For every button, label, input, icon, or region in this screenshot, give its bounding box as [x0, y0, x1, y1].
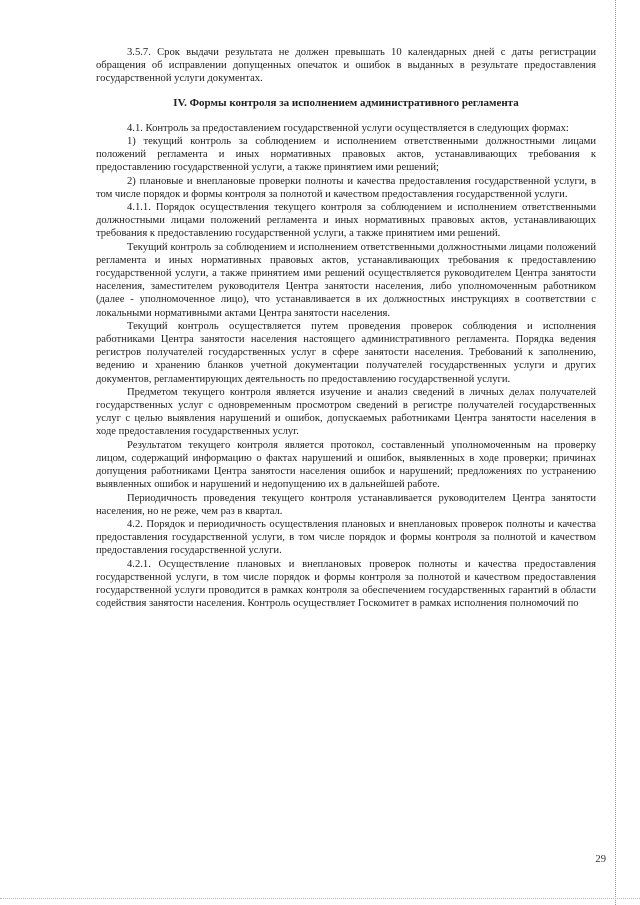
paragraph-4-1-1: 4.1.1. Порядок осуществления текущего контроля за соблюдением и исполнением ответственными должностными лицами положений регламента и иных нормативных правовых актов, устанавливающих требования к предоставлению государственной услуги, а также принятием ими решений. [96, 202, 596, 240]
scan-edge-bottom [0, 898, 640, 899]
paragraph-control-subject: Предметом текущего контроля является изучение и анализ сведений в личных делах получателей государственных услуг с одновременным просмотром сведений в регистре получателей государственных услуг с целью выявления нарушений и ошибок, допускаемых работниками Центра занятости населения в ходе предоставления государственных услуг. [96, 386, 596, 438]
section-iv-heading: IV. Формы контроля за исполнением административного регламента [173, 96, 519, 109]
list-item-current-control: 1) текущий контроль за соблюдением и исполнением ответственными должностными лицами положений регламента и иных нормативных правовых актов, устанавливающих требования к предоставлению государственной услуги, а также принятием ими решений; [96, 136, 596, 174]
paragraph-control-periodicity: Периодичность проведения текущего контроля устанавливается руководителем Центра занятости населения, но не реже, чем раз в квартал. [96, 492, 596, 517]
scan-edge-right [615, 0, 616, 905]
paragraph-3-5-7: 3.5.7. Срок выдачи результата не должен превышать 10 календарных дней с даты регистрации обращения об исправлении допущенных опечаток и ошибок в выданных в результате предоставления государственной услуги документах. [96, 47, 596, 85]
paragraph-current-control-method: Текущий контроль осуществляется путем проведения проверок соблюдения и исполнения работниками Центра занятости населения настоящего административного регламента. Порядка ведения регистров получателей государственных услуг в сфере занятости населения. Требований к заполнению, ведению и хранению бланков учетной документации получателей государственных услуги и других документов, регламентирующих деятельность по предоставлению государственной услуги. [96, 320, 596, 385]
paragraph-4-1: 4.1. Контроль за предоставлением государственной услуги осуществляется в следующих формах: [127, 122, 569, 134]
page-number: 29 [595, 854, 606, 865]
document-page [96, 46, 596, 610]
paragraph-current-control-responsible: Текущий контроль за соблюдением и исполнением ответственными должностными лицами положений регламента и иных нормативных правовых актов, устанавливающих требования к предоставлению государственной услуги, а также принятием ими решений осуществляется руководителем Центра занятости населения, заместителем руководителя Центра занятости населения, либо уполномоченным работником (далее - уполномоченное лицо), что устанавливается в их должностных инструкциях в соответствии с локальными нормативными актами Центра занятости населения. [96, 241, 596, 319]
paragraph-control-result: Результатом текущего контроля является протокол, составленный уполномоченным на проверку лицом, содержащий информацию о фактах нарушений и ошибок, выявленных в ходе проверки; причинах допущения работниками Центра занятости населения ошибок и нарушений; предложениях по устранению выявленных ошибок и нарушений и недопущению их в дальнейшей работе. [96, 439, 596, 491]
list-item-planned-checks: 2) плановые и внеплановые проверки полноты и качества предоставления государственной услуги, в том числе порядок и формы контроля за полнотой и качеством предоставления государственной услуги. [96, 175, 596, 200]
paragraph-4-2: 4.2. Порядок и периодичность осуществления плановых и внеплановых проверок полноты и качества предоставления государственной услуги, в том числе порядок и формы контроля за полнотой и качеством предоставления государственной услуги. [96, 518, 596, 557]
paragraph-4-2-1: 4.2.1. Осуществление плановых и внеплановых проверок полноты и качества предоставления государственной услуги, в том числе порядок и формы контроля за полнотой и качеством предоставления государственной услуги проводится в рамках контроля за обеспечением государственных гарантий в области содействия занятости населения. Контроль осуществляет Госкомитет в рамках исполнения полномочий по [96, 558, 596, 610]
